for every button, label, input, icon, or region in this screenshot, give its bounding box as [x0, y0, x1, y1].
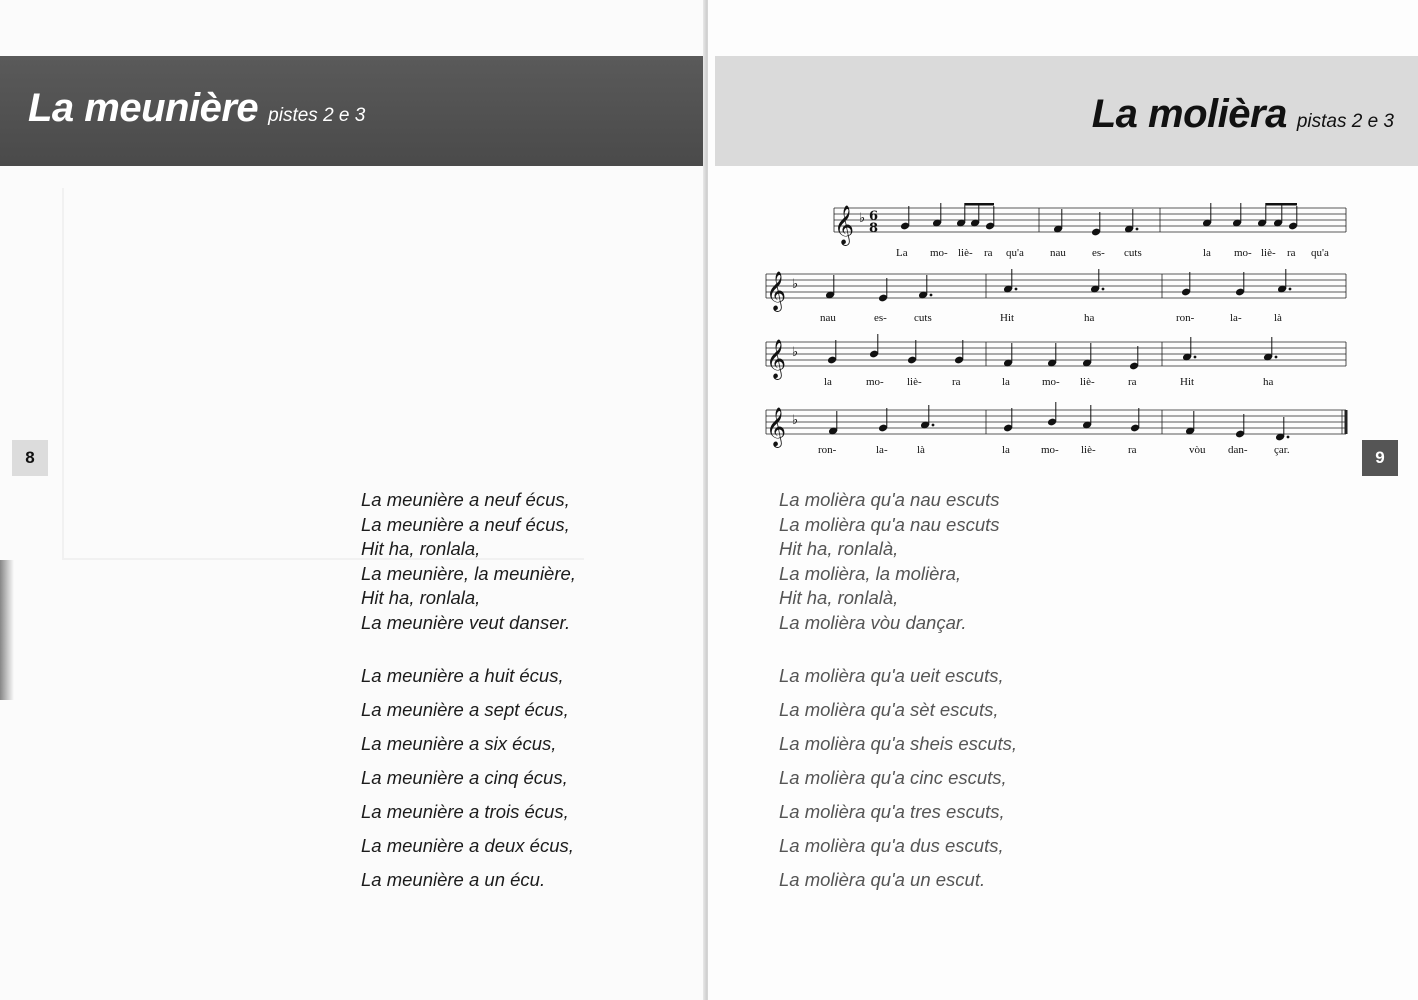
lyric-syllable: es- — [874, 312, 887, 324]
treble-clef-icon: 𝄞 — [766, 339, 787, 379]
count-line: La meunière a cinq écus, — [361, 767, 568, 788]
lyric-syllable: la — [1002, 376, 1010, 388]
note-dot — [1102, 288, 1105, 291]
lyric-syllable: ra — [984, 247, 993, 259]
right-count-list — [779, 659, 1017, 897]
flat-key-icon: ♭ — [792, 345, 799, 360]
lyric-syllable: là — [917, 444, 925, 456]
lyric-syllable: nau — [1050, 247, 1066, 259]
lyric-syllable: là — [1274, 312, 1282, 324]
verse-line: Hit ha, ronlalà, — [779, 538, 899, 560]
lyric-syllable: dan- — [1228, 444, 1248, 456]
lyric-syllable: la — [1203, 247, 1211, 259]
left-title-main: La meunière — [28, 86, 259, 130]
lyric-syllable: liè- — [907, 376, 922, 388]
lyric-syllable: la — [824, 376, 832, 388]
music-score — [762, 186, 1352, 466]
right-title-subtitle: pistas 2 e 3 — [1296, 111, 1394, 132]
lyric-syllable: Hit — [1000, 312, 1015, 324]
lyrics-system-3 — [824, 376, 1274, 388]
lyric-syllable: ra — [1287, 247, 1296, 259]
lyric-syllable: çar. — [1274, 444, 1290, 456]
count-line: La meunière a six écus, — [361, 733, 557, 754]
staff-system-1 — [834, 205, 1346, 246]
treble-clef-icon: 𝄞 — [834, 205, 855, 245]
lyric-syllable: la — [1002, 444, 1010, 456]
note-dot — [1275, 356, 1278, 359]
lyric-syllable: ra — [952, 376, 961, 388]
note-dot — [1136, 228, 1139, 231]
left-count-list — [361, 659, 574, 897]
verse-line: Hit ha, ronlala, — [361, 538, 481, 560]
count-line: La molièra qu'a cinc escuts, — [779, 767, 1007, 788]
page-edge-shadow — [0, 560, 14, 700]
lyric-syllable: es- — [1092, 247, 1105, 259]
lyric-syllable: liè- — [958, 247, 973, 259]
note-beam — [965, 203, 994, 206]
lyric-syllable: qu'a — [1006, 247, 1024, 259]
lyric-syllable: liè- — [1081, 444, 1096, 456]
lyric-syllable: la- — [1230, 312, 1242, 324]
left-page — [0, 0, 708, 1000]
count-line: La molièra qu'a dus escuts, — [779, 835, 1004, 856]
left-verse — [361, 488, 576, 636]
count-line: La meunière a deux écus, — [361, 835, 574, 856]
count-line: La molièra qu'a ueit escuts, — [779, 665, 1004, 686]
note-dot — [1287, 436, 1290, 439]
left-title — [28, 86, 365, 131]
count-line: La meunière a huit écus, — [361, 665, 564, 686]
count-line: La molièra qu'a sèt escuts, — [779, 699, 999, 720]
verse-line: La meunière veut danser. — [361, 611, 571, 633]
flat-key-icon: ♭ — [859, 211, 866, 226]
lyric-syllable: nau — [820, 312, 836, 324]
lyric-syllable: ron- — [818, 444, 837, 456]
count-line: La meunière a trois écus, — [361, 801, 569, 822]
verse-line: La molièra qu'a nau escuts — [779, 489, 1000, 510]
right-page-number: 9 — [1362, 440, 1398, 476]
verse-line: La molièra, la molièra, — [779, 562, 961, 584]
count-line: La molièra qu'a un escut. — [779, 869, 986, 890]
right-verse — [779, 488, 1000, 636]
verse-line: La meunière, la meunière, — [361, 562, 576, 584]
lyric-syllable: liè- — [1080, 376, 1095, 388]
verse-line: La meunière a neuf écus, — [361, 489, 570, 510]
note-dot — [1289, 288, 1292, 291]
flat-key-icon: ♭ — [792, 413, 799, 428]
lyric-syllable: ron- — [1176, 312, 1195, 324]
lyric-syllable: mo- — [1041, 444, 1059, 456]
left-page-number: 8 — [12, 440, 48, 476]
right-title-main: La molièra — [1091, 92, 1287, 136]
lyric-syllable: ra — [1128, 444, 1137, 456]
staff-lines — [834, 208, 1346, 232]
notes-layer — [825, 203, 1298, 441]
count-line: La meunière a sept écus, — [361, 699, 569, 720]
lyrics-system-2 — [820, 312, 1282, 324]
lyric-syllable: mo- — [1042, 376, 1060, 388]
lyric-syllable: mo- — [930, 247, 948, 259]
lyric-syllable: La — [896, 247, 908, 259]
flat-key-icon: ♭ — [792, 277, 799, 292]
lyric-syllable: Hit — [1180, 376, 1195, 388]
left-title-subtitle: pistes 2 e 3 — [268, 105, 366, 126]
count-line: La molièra qu'a tres escuts, — [779, 801, 1005, 822]
verse-line: La meunière a neuf écus, — [361, 513, 570, 535]
time-signature-bottom: 8 — [869, 221, 879, 236]
count-line: La molièra qu'a sheis escuts, — [779, 733, 1017, 754]
lyric-syllable: cuts — [1124, 247, 1142, 259]
note-beam — [1266, 203, 1297, 206]
lyric-syllable: cuts — [914, 312, 932, 324]
lyrics-system-1 — [896, 247, 1329, 259]
count-line: La meunière a un écu. — [361, 869, 546, 890]
lyric-syllable: ha — [1263, 376, 1274, 388]
lyric-syllable: ha — [1084, 312, 1095, 324]
lyric-syllable: mo- — [1234, 247, 1252, 259]
lyric-syllable: qu'a — [1311, 247, 1329, 259]
staff-system-2 — [766, 274, 1346, 298]
note-dot — [932, 424, 935, 427]
treble-clef-icon: 𝄞 — [766, 271, 787, 311]
lyric-syllable: liè- — [1261, 247, 1276, 259]
note-dot — [1194, 356, 1197, 359]
treble-clef-icon: 𝄞 — [766, 407, 787, 447]
lyrics-system-4 — [818, 444, 1290, 456]
verse-line: Hit ha, ronlala, — [361, 587, 481, 609]
verse-line: La molièra qu'a nau escuts — [779, 513, 1000, 535]
note-dot — [1015, 288, 1018, 291]
lyric-syllable: la- — [876, 444, 888, 456]
lyric-syllable: vòu — [1189, 444, 1206, 456]
lyric-syllable: mo- — [866, 376, 884, 388]
right-title — [1092, 92, 1394, 137]
verse-line: La molièra vòu dançar. — [779, 611, 967, 633]
verse-line: Hit ha, ronlalà, — [779, 587, 899, 609]
time-signature-top: 6 — [869, 209, 879, 224]
note-dot — [930, 294, 933, 297]
lyric-syllable: ra — [1128, 376, 1137, 388]
